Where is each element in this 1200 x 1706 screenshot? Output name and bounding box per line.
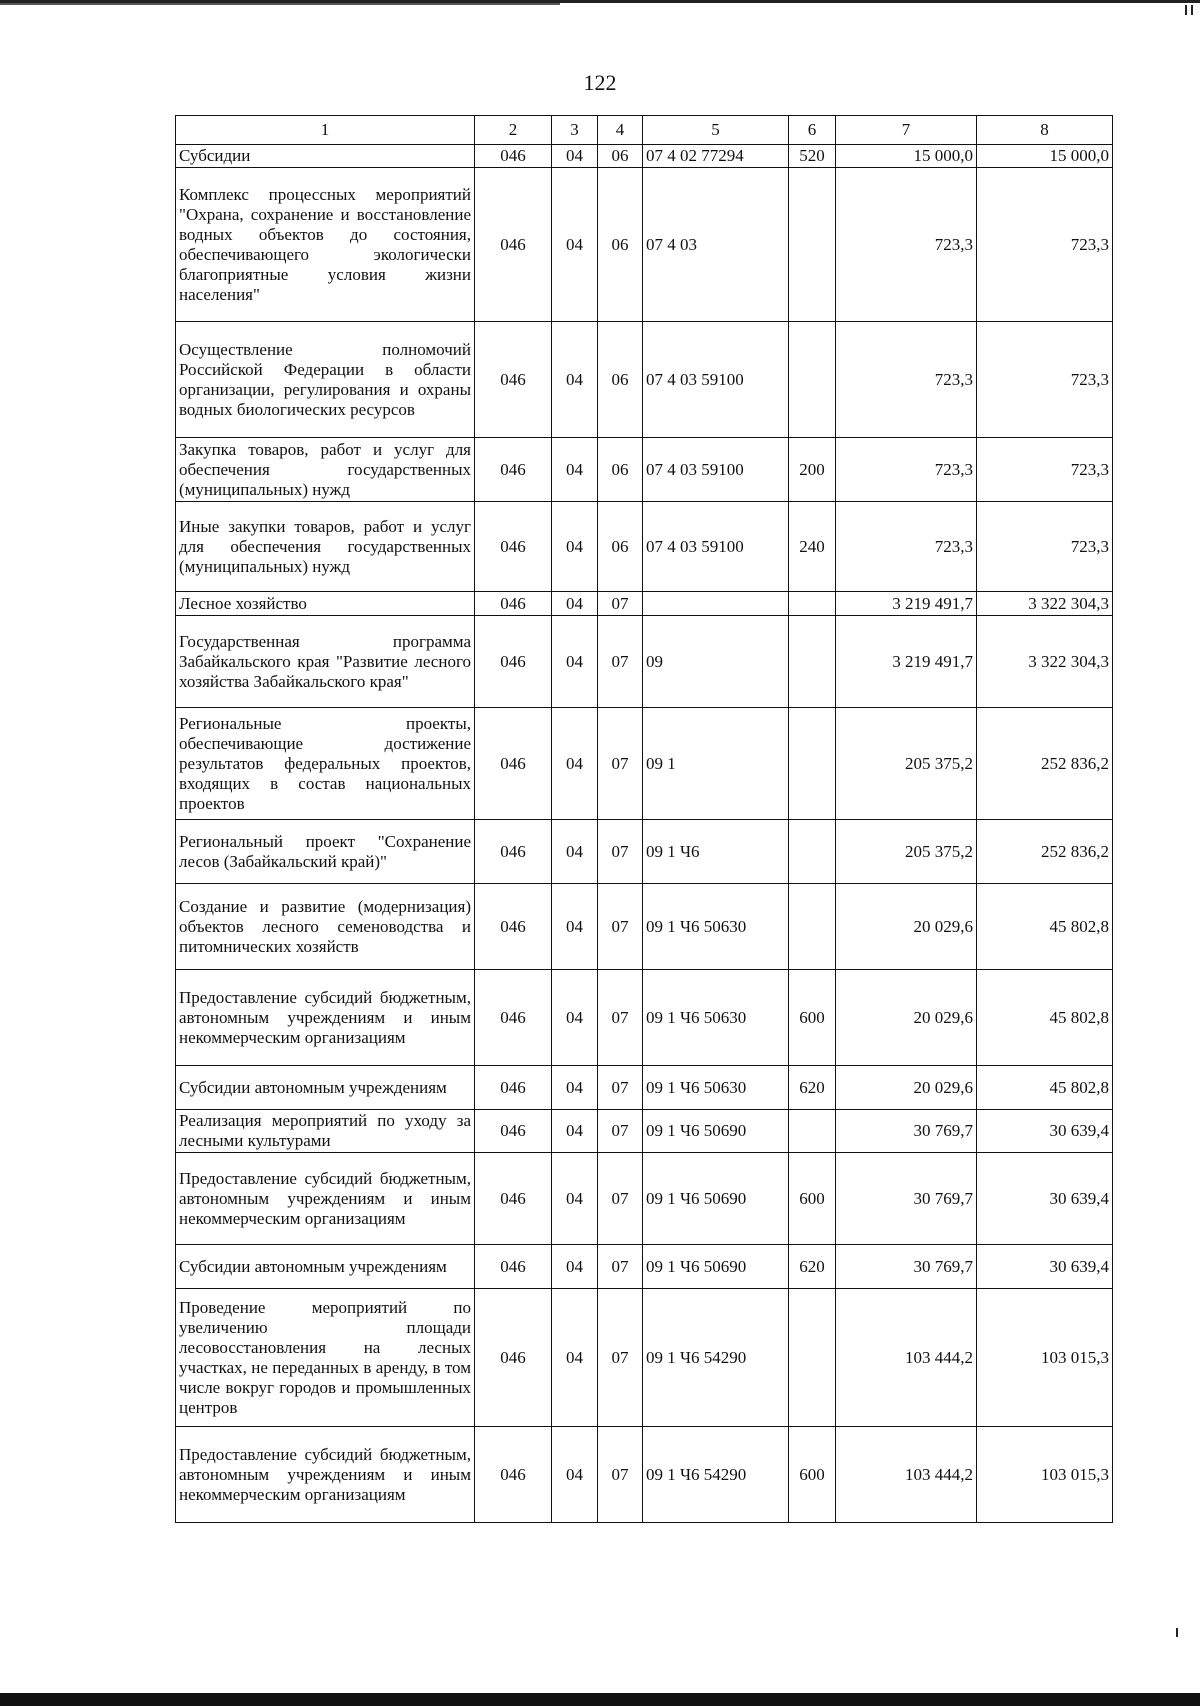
- cell-admin-code: 046: [475, 322, 552, 438]
- cell-subsection: 07: [598, 616, 643, 708]
- cell-section: 04: [552, 1110, 598, 1153]
- cell-section: 04: [552, 1427, 598, 1523]
- cell-amount-year-1: 723,3: [836, 438, 977, 502]
- cell-subsection: 07: [598, 1110, 643, 1153]
- cell-admin-code: 046: [475, 1289, 552, 1427]
- cell-target-article: 07 4 03 59100: [643, 438, 789, 502]
- cell-subsection: 06: [598, 168, 643, 322]
- table-row: [176, 820, 1113, 884]
- cell-amount-year-1: 30 769,7: [836, 1110, 977, 1153]
- cell-target-article: 09 1 Ч6 54290: [643, 1289, 789, 1427]
- column-header: 7: [836, 116, 977, 145]
- cell-amount-year-2: 30 639,4: [977, 1153, 1113, 1245]
- cell-target-article: 07 4 03: [643, 168, 789, 322]
- cell-expense-type: [789, 1110, 836, 1153]
- cell-target-article: 09 1 Ч6 50690: [643, 1153, 789, 1245]
- cell-name: Создание и развитие (модернизация) объектов лесного семеноводства и питомнических хозяйств: [176, 884, 475, 970]
- column-header: 5: [643, 116, 789, 145]
- cell-subsection: 06: [598, 502, 643, 592]
- cell-section: 04: [552, 1153, 598, 1245]
- cell-admin-code: 046: [475, 438, 552, 502]
- cell-expense-type: [789, 884, 836, 970]
- cell-name: Комплекс процессных мероприятий "Охрана, сохранение и восстановление водных объектов до состояния, обеспечивающего экологически благоприятные условия жизни населения": [176, 168, 475, 322]
- cell-name: Региональные проекты, обеспечивающие достижение результатов федеральных проектов, входящих в состав национальных проектов: [176, 708, 475, 820]
- cell-admin-code: 046: [475, 145, 552, 168]
- cell-admin-code: 046: [475, 168, 552, 322]
- cell-name: Осуществление полномочий Российской Федерации в области организации, регулирования и охраны водных биологических ресурсов: [176, 322, 475, 438]
- cell-subsection: 07: [598, 1245, 643, 1289]
- cell-target-article: 09 1 Ч6 50630: [643, 1066, 789, 1110]
- page-number: 122: [583, 70, 617, 95]
- table-row: [176, 616, 1113, 708]
- cell-target-article: 07 4 03 59100: [643, 322, 789, 438]
- cell-subsection: 07: [598, 1289, 643, 1427]
- cell-subsection: 06: [598, 438, 643, 502]
- cell-amount-year-2: 723,3: [977, 168, 1113, 322]
- cell-amount-year-2: 103 015,3: [977, 1427, 1113, 1523]
- cell-admin-code: 046: [475, 1066, 552, 1110]
- top-border-line-secondary: [0, 3, 560, 5]
- cell-amount-year-2: 103 015,3: [977, 1289, 1113, 1427]
- scan-speck: [1191, 5, 1193, 15]
- cell-section: 04: [552, 145, 598, 168]
- cell-amount-year-1: 723,3: [836, 322, 977, 438]
- cell-admin-code: 046: [475, 1153, 552, 1245]
- cell-name: Проведение мероприятий по увеличению площади лесовосстановления на лесных участках, не переданных в аренду, в том числе вокруг городов и промышленных центров: [176, 1289, 475, 1427]
- cell-name: Субсидии автономным учреждениям: [176, 1066, 475, 1110]
- cell-expense-type: 600: [789, 1427, 836, 1523]
- column-header: 1: [176, 116, 475, 145]
- table-row: [176, 1245, 1113, 1289]
- cell-section: 04: [552, 168, 598, 322]
- cell-expense-type: [789, 1289, 836, 1427]
- cell-name: Закупка товаров, работ и услуг для обеспечения государственных (муниципальных) нужд: [176, 438, 475, 502]
- cell-amount-year-1: 723,3: [836, 168, 977, 322]
- cell-amount-year-2: 15 000,0: [977, 145, 1113, 168]
- cell-expense-type: 520: [789, 145, 836, 168]
- cell-amount-year-2: 45 802,8: [977, 970, 1113, 1066]
- cell-subsection: 07: [598, 820, 643, 884]
- cell-section: 04: [552, 616, 598, 708]
- cell-admin-code: 046: [475, 1427, 552, 1523]
- table-row: [176, 168, 1113, 322]
- cell-amount-year-2: 723,3: [977, 438, 1113, 502]
- cell-section: 04: [552, 502, 598, 592]
- table-row: [176, 970, 1113, 1066]
- cell-expense-type: 240: [789, 502, 836, 592]
- cell-amount-year-2: 252 836,2: [977, 820, 1113, 884]
- column-header: 6: [789, 116, 836, 145]
- cell-expense-type: [789, 616, 836, 708]
- bottom-border-line: [0, 1693, 1200, 1706]
- cell-amount-year-1: 103 444,2: [836, 1289, 977, 1427]
- cell-amount-year-1: 20 029,6: [836, 970, 977, 1066]
- cell-amount-year-1: 20 029,6: [836, 884, 977, 970]
- cell-expense-type: [789, 708, 836, 820]
- cell-subsection: 07: [598, 1153, 643, 1245]
- cell-amount-year-2: 30 639,4: [977, 1110, 1113, 1153]
- cell-section: 04: [552, 438, 598, 502]
- cell-section: 04: [552, 592, 598, 616]
- cell-name: Субсидии: [176, 145, 475, 168]
- cell-name: Предоставление субсидий бюджетным, автономным учреждениям и иным некоммерческим организациям: [176, 1427, 475, 1523]
- cell-expense-type: 600: [789, 970, 836, 1066]
- cell-name: Предоставление субсидий бюджетным, автономным учреждениям и иным некоммерческим организациям: [176, 1153, 475, 1245]
- table-row: [176, 592, 1113, 616]
- cell-amount-year-2: 3 322 304,3: [977, 592, 1113, 616]
- cell-amount-year-1: 15 000,0: [836, 145, 977, 168]
- cell-target-article: 09: [643, 616, 789, 708]
- cell-target-article: 09 1 Ч6 54290: [643, 1427, 789, 1523]
- cell-amount-year-1: 3 219 491,7: [836, 616, 977, 708]
- cell-target-article: 09 1 Ч6 50630: [643, 970, 789, 1066]
- cell-section: 04: [552, 708, 598, 820]
- cell-amount-year-1: 723,3: [836, 502, 977, 592]
- cell-amount-year-1: 205 375,2: [836, 708, 977, 820]
- cell-expense-type: [789, 322, 836, 438]
- cell-name: Лесное хозяйство: [176, 592, 475, 616]
- cell-name: Государственная программа Забайкальского края "Развитие лесного хозяйства Забайкальского края": [176, 616, 475, 708]
- cell-name: Иные закупки товаров, работ и услуг для обеспечения государственных (муниципальных) нужд: [176, 502, 475, 592]
- cell-amount-year-1: 205 375,2: [836, 820, 977, 884]
- column-header: 2: [475, 116, 552, 145]
- cell-admin-code: 046: [475, 820, 552, 884]
- cell-amount-year-1: 3 219 491,7: [836, 592, 977, 616]
- cell-admin-code: 046: [475, 884, 552, 970]
- cell-amount-year-2: 30 639,4: [977, 1245, 1113, 1289]
- table-row: [176, 1427, 1113, 1523]
- cell-amount-year-1: 103 444,2: [836, 1427, 977, 1523]
- table-row: [176, 322, 1113, 438]
- cell-expense-type: 620: [789, 1066, 836, 1110]
- cell-amount-year-1: 30 769,7: [836, 1245, 977, 1289]
- cell-amount-year-2: 723,3: [977, 502, 1113, 592]
- cell-subsection: 07: [598, 884, 643, 970]
- cell-target-article: 07 4 02 77294: [643, 145, 789, 168]
- table-row: [176, 145, 1113, 168]
- column-header: 4: [598, 116, 643, 145]
- cell-amount-year-1: 30 769,7: [836, 1153, 977, 1245]
- cell-amount-year-2: 3 322 304,3: [977, 616, 1113, 708]
- cell-admin-code: 046: [475, 616, 552, 708]
- cell-name: Субсидии автономным учреждениям: [176, 1245, 475, 1289]
- table-row: [176, 1153, 1113, 1245]
- table-row: [176, 884, 1113, 970]
- cell-admin-code: 046: [475, 502, 552, 592]
- cell-target-article: 09 1 Ч6: [643, 820, 789, 884]
- cell-target-article: [643, 592, 789, 616]
- table-header-row: [176, 116, 1113, 145]
- scan-speck: [1185, 5, 1187, 15]
- cell-section: 04: [552, 884, 598, 970]
- cell-subsection: 07: [598, 592, 643, 616]
- cell-target-article: 09 1 Ч6 50690: [643, 1245, 789, 1289]
- cell-target-article: 09 1 Ч6 50690: [643, 1110, 789, 1153]
- cell-name: Предоставление субсидий бюджетным, автономным учреждениям и иным некоммерческим организациям: [176, 970, 475, 1066]
- cell-subsection: 07: [598, 708, 643, 820]
- cell-amount-year-2: 252 836,2: [977, 708, 1113, 820]
- cell-section: 04: [552, 1289, 598, 1427]
- cell-expense-type: [789, 592, 836, 616]
- cell-section: 04: [552, 820, 598, 884]
- cell-name: Региональный проект "Сохранение лесов (Забайкальский край)": [176, 820, 475, 884]
- cell-admin-code: 046: [475, 970, 552, 1066]
- cell-amount-year-1: 20 029,6: [836, 1066, 977, 1110]
- cell-amount-year-2: 45 802,8: [977, 884, 1113, 970]
- cell-name: Реализация мероприятий по уходу за лесными культурами: [176, 1110, 475, 1153]
- cell-subsection: 07: [598, 1066, 643, 1110]
- cell-subsection: 07: [598, 1427, 643, 1523]
- column-header: 8: [977, 116, 1113, 145]
- cell-amount-year-2: 723,3: [977, 322, 1113, 438]
- budget-table: [175, 115, 1113, 1523]
- cell-subsection: 06: [598, 322, 643, 438]
- cell-section: 04: [552, 1066, 598, 1110]
- cell-target-article: 07 4 03 59100: [643, 502, 789, 592]
- cell-expense-type: [789, 820, 836, 884]
- table-row: [176, 438, 1113, 502]
- table-row: [176, 1289, 1113, 1427]
- cell-target-article: 09 1 Ч6 50630: [643, 884, 789, 970]
- cell-admin-code: 046: [475, 1245, 552, 1289]
- column-header: 3: [552, 116, 598, 145]
- cell-section: 04: [552, 1245, 598, 1289]
- cell-subsection: 06: [598, 145, 643, 168]
- table-row: [176, 1110, 1113, 1153]
- cell-section: 04: [552, 322, 598, 438]
- cell-expense-type: 600: [789, 1153, 836, 1245]
- cell-section: 04: [552, 970, 598, 1066]
- cell-target-article: 09 1: [643, 708, 789, 820]
- cell-admin-code: 046: [475, 1110, 552, 1153]
- cell-expense-type: 620: [789, 1245, 836, 1289]
- cell-expense-type: [789, 168, 836, 322]
- scan-speck: [1176, 1628, 1178, 1637]
- table-body: [176, 145, 1113, 1523]
- table-row: [176, 1066, 1113, 1110]
- cell-admin-code: 046: [475, 592, 552, 616]
- cell-subsection: 07: [598, 970, 643, 1066]
- table-row: [176, 502, 1113, 592]
- cell-admin-code: 046: [475, 708, 552, 820]
- cell-amount-year-2: 45 802,8: [977, 1066, 1113, 1110]
- table-row: [176, 708, 1113, 820]
- cell-expense-type: 200: [789, 438, 836, 502]
